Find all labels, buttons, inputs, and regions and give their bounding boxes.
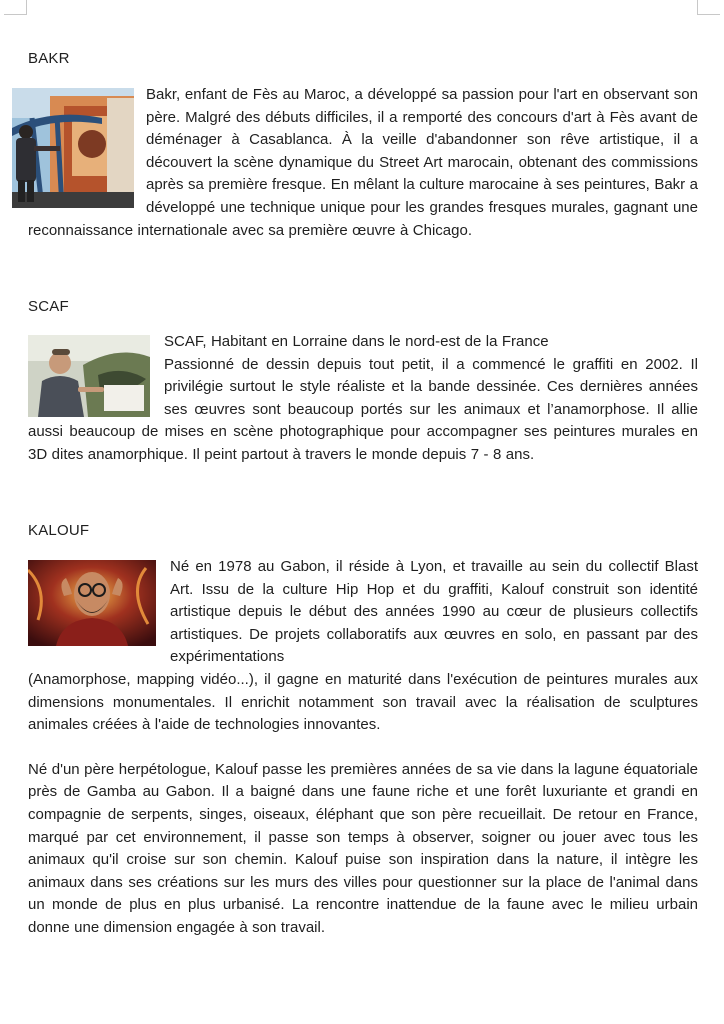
page-corner-mark-left: [4, 0, 27, 15]
artist-bio-text: Bakr, enfant de Fès au Maroc, a développé sa passion pour l'art en observant son père. Malgré des débuts difficiles, il a remporté des concours d'art à Fès avant de déménager à Casablanca. À la veille d'abandonner son rêve artistique, il a découvert la scène dynamique du Street Art marocain, obtenant des commissions après sa première fresque. En mêlant la culture marocaine à ses peintures, Bakr a développé une technique unique pour les grandes fresques murales, gagnant une reconnaissance internationale avec sa première œuvre à Chicago.: [28, 86, 698, 239]
artist-section-bakr: [28, 50, 698, 242]
page-corner-mark-right: [697, 0, 720, 15]
artist-bio-text-continued: (Anamorphose, mapping vidéo...), il gagne en maturité dans l'exécution de peintures murales aux dimensions monumentales. Il enrichit notamment son travail avec la réalisation de sculptures animales créées à l'aide de technologies innovantes.: [28, 670, 698, 734]
artist-bio-line: SCAF, Habitant en Lorraine dans le nord-est de la France: [164, 333, 549, 350]
artist-bio: [28, 556, 698, 737]
artist-bio: [28, 331, 698, 467]
artist-bio-text: Passionné de dessin depuis tout petit, il a commencé le graffiti en 2002. Il privilégie surtout le style réaliste et la bande dessinée. Ces dernières années ses œuvres sont beaucoup portés sur les animaux et l’anamorphose. Il allie aussi beaucoup de mises en scène photographique pour accompagner ses peintures murales en 3D dites anamorphique. Il peint partout à travers le monde depuis 7 - 8 ans.: [28, 355, 698, 463]
artist-photo-bakr: [12, 88, 134, 208]
artist-heading: BAKR: [28, 50, 70, 67]
artist-heading: SCAF: [28, 298, 69, 315]
artist-photo-scaf: [28, 335, 150, 417]
artist-heading: KALOUF: [28, 522, 90, 539]
artist-section-kalouf: [28, 522, 698, 940]
artist-bio-text: Né en 1978 au Gabon, il réside à Lyon, et travaille au sein du collectif Blast Art. Issu de la culture Hip Hop et du graffiti, Kalouf construit son identité artistique depuis le début des années 1990 au cœur de plusieurs collectifs artistiques. De projets collaboratifs aux œuvres en solo, en passant par des expérimentations: [170, 558, 698, 666]
artist-section-scaf: [28, 298, 698, 467]
artist-bio-paragraph: Né d'un père herpétologue, Kalouf passe les premières années de sa vie dans la lagune équatoriale près de Gamba au Gabon. Il a baigné dans une faune riche et une forêt luxuriante et grandi en compagnie de serpents, singes, oiseaux, éléphant que son père recueillait. De retour en France, marqué par cet environnement, il passe son temps à observer, soigner ou jouer avec tous les animaux qu'il croise sur son chemin. Kalouf puise son inspiration dans la nature, il intègre les animaux dans ses créations sur les murs des villes pour questionner sur la place de l'animal dans un monde de plus en plus urbanisé. La rencontre inattendue de la faune avec le milieu urbain donne une dimension engagée à son travail.: [28, 760, 698, 936]
artist-bio: [28, 84, 698, 242]
artist-photo-kalouf: [28, 560, 156, 646]
